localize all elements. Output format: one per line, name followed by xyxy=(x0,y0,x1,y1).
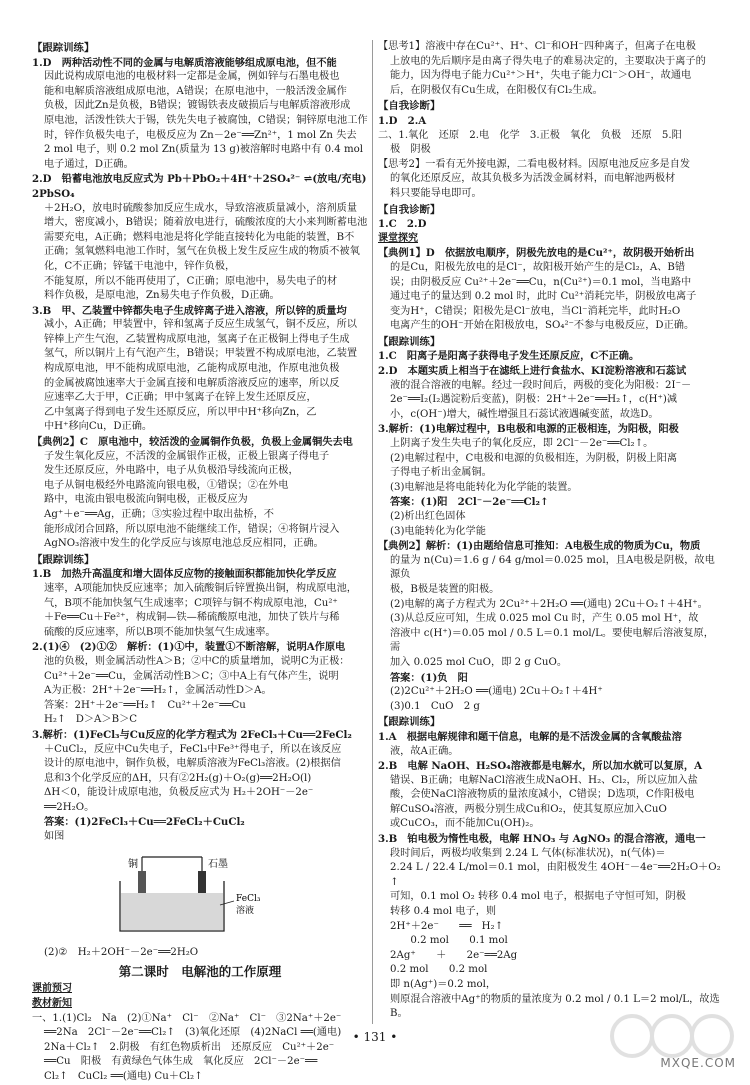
text-line: 池的负极，则金属活动性A＞B；②中C的质量增加，说明C为正极： xyxy=(44,655,350,667)
text-line: ══2Na 2Cl⁻－2e⁻══Cl₂↑ (3)氧化还原 (4)2NaCl ══(通电) xyxy=(44,1027,342,1039)
think-line: 【思考1】溶液中存在Cu²⁺、H⁺、Cl⁻和OH⁻四种离子，但离子在电极 xyxy=(378,41,696,52)
text-line: (2)电解过程中，C电极和电源的负极相连，为阴极，阴极上阳离 xyxy=(390,452,678,464)
text-line: 0.2 mol 0.1 mol xyxy=(390,935,508,947)
text-line: 上阴离子发生失电子的氧化反应，即 2Cl⁻－2e⁻══Cl₂↑。 xyxy=(390,438,654,450)
text-line: 液，故A正确。 xyxy=(390,745,459,757)
text-line: 酸，会使NaCl溶液物质的量浓度减小，C错误；D选项，C作阳极电 xyxy=(390,789,695,801)
answer-line: 3.B 甲、乙装置中锌都失电子生成锌离子进入溶液，所以锌的质量均 xyxy=(32,304,347,317)
text-line: 极 阴极 xyxy=(390,144,431,156)
answer-line: 2.D 铅蓄电池放电反应式为 Pb＋PbO₂＋4H⁺＋2SO₄²⁻ ⇌(放电/充电) 2PbSO₄ xyxy=(32,173,367,200)
example-line: 【典例2】解析：(1)由题给信息可推知：A电极生成的物质为Cu，物质 xyxy=(378,540,701,553)
left-column xyxy=(32,40,368,1082)
text-line: 答案：(1)阳 2Cl⁻－2e⁻══Cl₂↑ xyxy=(390,496,549,509)
text-line: 上放电的先后顺序是由离子得失电子的难易决定的，主要取决于离子的 xyxy=(390,55,706,67)
text-line: (2)析出红色固体 xyxy=(390,511,466,522)
text-line: 正确；氢氧燃料电池工作时，氢气在负极上发生反应生成的物质不被氧化，C不正确；锌锰干电池中，锌作负极， xyxy=(44,246,360,272)
section-heading: 【跟踪训练】 xyxy=(378,716,441,729)
text-line: 的氧化还原反应，故其负极多为活泼金属材料，而电解池两极材 xyxy=(390,173,676,185)
answer-line: 3.B 铂电极为惰性电极，电解 HNO₃ 与 AgNO₃ 的混合溶液，通电一 xyxy=(378,833,706,846)
text-line: 错误、B正确；电解NaCl溶液生成NaOH、H₂、Cl₂，所以应加入盐 xyxy=(390,774,698,786)
example-line: 【典例2】C 原电池中，较活泼的金属铜作负极，负极上金属铜失去电 xyxy=(32,436,353,449)
text-line: 如图 xyxy=(44,831,65,843)
text-line: (3)电解池是将电能转化为化学能的装置。 xyxy=(390,481,578,493)
text-line: 乙中氢离子得到电子发生还原反应，所以甲中H⁺移向Zn，乙 xyxy=(44,406,317,418)
text-line: ΔH＜0，能设计成原电池，负极反应式为 H₂＋2OH⁻－2e⁻ xyxy=(44,787,314,799)
sub-heading: 课前预习 xyxy=(32,983,72,995)
text-line: ══Cu 阳极 有黄绿色气体生成 氧化反应 2Cl⁻－2e⁻══ xyxy=(44,1056,318,1068)
text-line: Cu²⁺＋2e⁻══Cu，金属活动性B＞C；③中A上有气体产生，说明 xyxy=(44,670,339,682)
text-line: 减小，A正确；甲装置中，锌和氢离子反应生成氢气，铜不反应，所以 xyxy=(44,319,357,331)
text-line: 的金属被腐蚀速率大于金属直接和电解质溶液反应的速率，所以反 xyxy=(44,377,340,389)
section-heading: 【跟踪训练】 xyxy=(32,553,95,566)
sub-heading: 教材新知 xyxy=(32,998,72,1010)
text-line: 的是Cu，阳极先放电的是Cl⁻，故阳极开始产生的是Cl₂，A、B错 xyxy=(390,261,686,273)
answer-line: 1.C 阳离子是阳离子获得电子发生还原反应，C不正确。 xyxy=(378,350,640,363)
text-line: 速率，A项能加快反应速率；加入硫酸铜后锌置换出铜，构成原电池， xyxy=(44,582,357,594)
text-line: 后，在阴极仅有Cu生成，在阳极仅有Cl₂生成。 xyxy=(390,84,603,96)
text-line: 中H⁺移向Cu，D正确。 xyxy=(44,421,153,433)
text-line: 不能复原，所以不能再使用了，C正确；原电池中，易失电子的材 xyxy=(44,275,338,287)
text-line: 硫酸的反应速率，所以B项不能加快氢气生成速率。 xyxy=(44,626,276,638)
text-line: 时，锌作负极失电子，电极反应为 Zn－2e⁻══Zn²⁺，1 mol Zn 失去 xyxy=(44,129,357,141)
graphite-label: 石墨 xyxy=(208,858,228,870)
text-line: 息和3个化学反应的ΔH，只有②2H₂(g)＋O₂(g)══2H₂O(l) xyxy=(44,772,312,784)
text-line: 电子通过，D正确。 xyxy=(44,158,134,170)
text-line: ＋Fe══Cu＋Fe²⁺，构成铜—铁—稀硫酸原电池，加快了铁片与稀 xyxy=(44,612,340,624)
text-line: 解CuSO₄溶液，两极分别生成Cu和O₂，使其复原应加入CuO xyxy=(390,803,667,815)
answer-line: 3.解析：(1)FeCl₃与Cu反应的化学方程式为 2FeCl₃＋Cu══2FeCl₂ xyxy=(32,728,352,741)
example-line: 【典例1】D 依据放电顺序，阴极先放电的是Cu²⁺，故阴极开始析出 xyxy=(378,247,695,260)
text-line: 电离产生的OH⁻开始在阳极放电，SO₄²⁻不参与电极反应，D正确。 xyxy=(390,320,695,332)
text-line: 能形成闭合回路，所以原电池不能继续工作，错误；④将铜片浸入 xyxy=(44,523,340,535)
text-line: 加入 0.025 mol CuO，即 2 g CuO。 xyxy=(390,656,568,668)
text-line: 极，B极是装置的阳极。 xyxy=(390,583,500,595)
text-line: 电子从铜电极经外电路流向银电极，①错误；②在外电 xyxy=(44,479,289,491)
watermark-text: MXQE.COM xyxy=(660,1056,736,1070)
text-line: 即 n(Ag⁺)＝0.2 mol， xyxy=(390,979,497,990)
section-title: 第二课时 电解池的工作原理 xyxy=(118,963,282,979)
answer-line: 3.解析：(1)电解过程中，B电极和电源的正极相连，为阳极，阳极 xyxy=(378,423,679,436)
text-line: 液的混合溶液的电解。经过一段时间后，两极的变化为阳极：2I⁻－ xyxy=(390,379,692,391)
answer-line: 2.D 本题实质上相当于在滤纸上进行食盐水、KI淀粉溶液和石蕊试 xyxy=(378,365,687,378)
text-line: 原电池，活泼性铁大于锡，铁先失电子被腐蚀，C错误；铜锌原电池工作 xyxy=(44,114,368,126)
text-line: 误；由阴极反应 Cu²⁺＋2e⁻══Cu，n(Cu²⁺)＝0.1 mol，当电路中 xyxy=(390,276,692,288)
text-line: 2Na＋Cl₂↑ 2.阴极 有红色物质析出 还原反应 Cu²⁺＋2e⁻ xyxy=(44,1041,335,1053)
text-line: 通过电子的量达到 0.2 mol 时，此时 Cu²⁺消耗完毕，阴极放电离子 xyxy=(390,291,697,303)
text-line: 2e⁻══I₂(I₂遇淀粉后变蓝)，阴极：2H⁺＋2e⁻══H₂↑，c(H⁺)减 xyxy=(390,394,678,406)
answer-line: 2.B 电解 NaOH、H₂SO₄溶液都是电解水，所以加水就可以复原，A xyxy=(378,760,703,773)
text-line: 发生还原反应，外电路中，电子从负极沿导线流向正极， xyxy=(44,465,299,477)
text-line: 一、1.(1)Cl₂ Na (2)①Na⁺ Cl⁻ ②Na⁺ Cl⁻ ③2Na⁺＋2e⁻ xyxy=(32,1012,342,1024)
text-line: 则原混合溶液中Ag⁺的物质的量浓度为 0.2 mol / 0.1 L＝2 mol/L，故选B。 xyxy=(390,993,720,1020)
copper-label: 铜 xyxy=(128,858,138,870)
right-column xyxy=(378,40,722,1024)
text-line: Ag⁺＋e⁻══Ag，正确；③实验过程中取出盐桥，不 xyxy=(44,509,274,520)
answer-line: 1.D 两种活动性不同的金属与电解质溶液能够组成原电池，但不能 xyxy=(32,56,337,69)
text-line: (3)电能转化为化学能 xyxy=(390,525,486,537)
text-line: 能和电解质溶液组成原电池，A错误；在原电池中，一般活泼金属作 xyxy=(44,85,347,97)
text-line: 能力，因为得电子能力Cu²⁺＞H⁺，失电子能力Cl⁻＞OH⁻，故通电 xyxy=(390,70,692,82)
column-divider xyxy=(372,40,373,1024)
text-line: 子发生氧化反应，不活泼的金属银作正极，正极上银离子得电子 xyxy=(44,450,330,462)
answer-line: 1.D 2.A xyxy=(378,114,427,127)
section-heading: 【自我诊断】 xyxy=(378,100,441,113)
text-line: ＋2H₂O，放电时硫酸参加反应生成水，导致溶液质量减小，溶剂质量 xyxy=(44,202,358,214)
text-line: ══2H₂O。 xyxy=(44,801,95,813)
answer-line: 1.A 根据电解规律和题干信息，电解的是不活泼金属的含氧酸盐溶 xyxy=(378,730,682,743)
text-line: 段时间后，两极均收集到 2.24 L 气体(标准状况)，n(气体)＝ xyxy=(390,847,666,859)
text-line: (2)2Cu²⁺＋2H₂O ══(通电) 2Cu＋O₂↑＋4H⁺ xyxy=(390,686,603,698)
text-line: 料只要能导电即可。 xyxy=(390,187,482,199)
think-line: 【思考2】一看有无外接电源，二看电极材料。因原电池反应多是自发 xyxy=(378,158,691,170)
text-line: 子得电子析出金属铜。 xyxy=(390,467,492,479)
text-line: 气，B项不能加快氢气生成速率；C项锌与铜不构成原电池，Cu²⁺ xyxy=(44,597,338,609)
galvanic-cell-diagram xyxy=(102,847,272,939)
text-line: 2.24 L / 22.4 L/mol＝0.1 mol，由阳极发生 4OH⁻－4e⁻══2H₂O＋O₂↑ xyxy=(390,862,721,888)
text-line: 可知，0.1 mol O₂ 转移 0.4 mol 电子，根据电子守恒可知，阴极 xyxy=(390,891,686,903)
text-line: 负极，因此Zn是负极，B错误；镀锡铁表皮破损后与电解质溶液形成 xyxy=(44,100,351,112)
text-line: 应速率乙大于甲，C正确；甲中氢离子在锌上发生还原反应， xyxy=(44,392,317,404)
text-line: (2)② H₂＋2OH⁻－2e⁻══2H₂O xyxy=(44,947,199,959)
answer-line: 1.B 加热升高温度和增大固体反应物的接触面积都能加快化学反应 xyxy=(32,568,337,581)
text-line: 的量为 n(Cu)＝1.6 g / 64 g/mol＝0.025 mol，且A电极是阴极，故电源负 xyxy=(390,554,715,581)
text-line: A为正极：2H⁺＋2e⁻══H₂↑，金属活动性D＞A。 xyxy=(44,685,272,697)
text-line: (3)从总反应可知，生成 0.025 mol Cu 时，产生 0.05 mol H⁺，故 xyxy=(390,613,699,625)
sub-heading: 课堂探究 xyxy=(378,232,418,244)
text-line: 锌棒上产生气泡，乙装置构成原电池，氢离子在正极铜上得电子生成 xyxy=(44,333,350,345)
text-line: 设计的原电池中，铜作负极，电解质溶液为FeCl₃溶液。(2)根据信 xyxy=(44,758,341,770)
text-line: Cl₂↑ CuCl₂ ══(通电) Cu＋Cl₂↑ xyxy=(44,1071,203,1082)
text-line: 料作负极，是原电池，Zn易失电子作负极，D正确。 xyxy=(44,290,280,302)
section-heading: 【跟踪训练】 xyxy=(378,335,441,348)
text-line: ＋CuCl₂，反应中Cu失电子，FeCl₃中Fe³⁺得电子，所以在该反应 xyxy=(44,743,342,755)
text-line: 答案：(1)负 阳 xyxy=(390,671,468,684)
solution-label: 溶液 xyxy=(236,905,255,916)
text-line: 溶液中 c(H⁺)＝0.05 mol / 0.5 L＝0.1 mol/L。要使电解后溶液复原，需 xyxy=(390,627,714,654)
text-line: (2)电解的离子方程式为 2Cu²⁺＋2H₂O ══(通电) 2Cu＋O₂↑＋4H⁺。 xyxy=(390,598,708,610)
text-line: H₂↑ D＞A＞B＞C xyxy=(44,714,138,726)
text-line: 构成原电池，甲不能构成原电池，乙能构成原电池，作原电池负极 xyxy=(44,363,340,375)
text-line: (3)0.1 CuO 2 g xyxy=(390,700,480,712)
text-line: 增大，密度减小，B错误；随着放电进行，硫酸浓度的大小来判断蓄电池需要充电，A正确；燃料电池是将化学能直接转化为电能的装置，B不 xyxy=(44,217,368,243)
text-line: 0.2 mol 0.2 mol xyxy=(390,964,488,976)
text-line: 氢气，所以铜片上有气泡产生，B错误；甲装置不构成原电池，乙装置 xyxy=(44,348,358,360)
text-line: 答案：(1)2FeCl₃＋Cu══2FeCl₂＋CuCl₂ xyxy=(44,816,245,829)
text-line: 转移 0.4 mol 电子，则 xyxy=(390,906,497,918)
answer-line: 1.C 2.D xyxy=(378,218,427,231)
text-line: 因此说构成原电池的电极材料一定都是金属，例如锌与石墨电极也 xyxy=(44,71,340,83)
text-line: 2Ag⁺ ＋ 2e⁻══2Ag xyxy=(390,949,518,961)
answer-line: 2.(1)④ (2)①② 解析：(1)①中，装置①不断溶解，说明A作原电 xyxy=(32,641,346,654)
solution-fill xyxy=(121,893,223,930)
text-line: 变为H⁺，C错误；阳极先是Cl⁻放电，当Cl⁻消耗完毕，此时H₂O xyxy=(390,305,681,317)
text-line: 2H⁺＋2e⁻ ══ H₂↑ xyxy=(390,920,504,932)
text-line: AgNO₃溶液中发生的化学反应与该原电池总反应相同，正确。 xyxy=(44,538,324,550)
page-number: • 131 • xyxy=(352,1030,398,1044)
solution-label: FeCl₃ xyxy=(236,893,261,904)
section-heading: 【跟踪训练】 xyxy=(32,42,95,54)
text-line: 或CuCO₃，而不能加Cu(OH)₂。 xyxy=(390,818,540,830)
text-line: 2 mol 电子，则 0.2 mol Zn(质量为 13 g)被溶解时电路中有 0.4 mol xyxy=(44,144,364,156)
text-line: 二、1.氧化 还原 2.电 化学 3.正极 氧化 负极 还原 5.阳 xyxy=(378,129,682,141)
section-heading: 【自我诊断】 xyxy=(378,203,441,216)
text-line: 答案：2H⁺＋2e⁻══H₂↑ Cu²⁺＋2e⁻══Cu xyxy=(44,699,246,711)
text-line: 路中，电流由银电极流向铜电极，正极反应为 xyxy=(44,494,248,506)
text-line: 小，c(OH⁻)增大，碱性增强且石蕊试液遇碱变蓝，故选D。 xyxy=(390,408,659,420)
